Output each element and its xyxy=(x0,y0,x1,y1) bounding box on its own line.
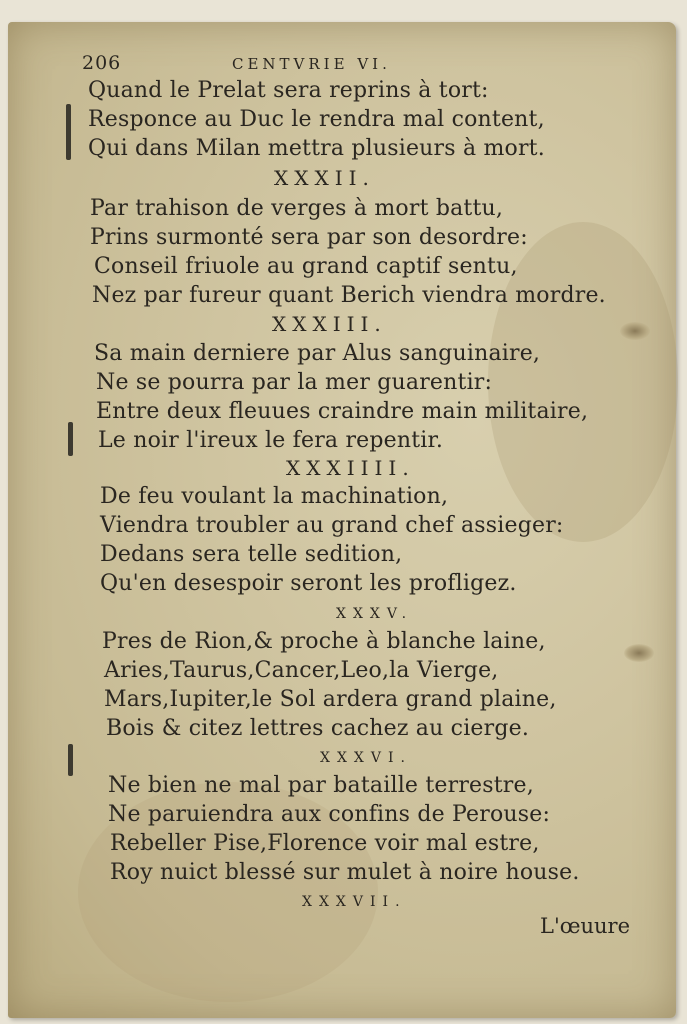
verse-line: Qui dans Milan mettra plusieurs à mort. xyxy=(88,136,545,161)
quatrain-number: XXXVI. xyxy=(320,750,412,766)
quatrain-number: XXXVII. xyxy=(302,894,407,910)
verse-line: Nez par fureur quant Berich viendra mordre. xyxy=(92,283,606,308)
verse-line: Dedans sera telle sedition, xyxy=(100,542,403,567)
verse-line: Pres de Rion,& proche à blanche laine, xyxy=(102,629,546,654)
verse-line: Roy nuict blessé sur mulet à noire house. xyxy=(110,860,580,885)
running-header xyxy=(82,52,482,74)
verse-line: Aries,Taurus,Cancer,Leo,la Vierge, xyxy=(104,658,499,683)
verse-line: Sa main derniere par Alus sanguinaire, xyxy=(94,341,541,366)
verse-line: Viendra troubler au grand chef assieger: xyxy=(100,513,564,538)
quatrain-number: XXXIIII. xyxy=(286,456,415,480)
verse-line: Quand le Prelat sera reprins à tort: xyxy=(88,78,489,103)
verse-line: Par trahison de verges à mort battu, xyxy=(90,196,504,221)
verse-line: Bois & citez lettres cachez au cierge. xyxy=(106,716,530,741)
verse-line: Prins surmonté sera par son desordre: xyxy=(90,225,528,250)
verse-line: Rebeller Pise,Florence voir mal estre, xyxy=(110,831,540,856)
catchword: L'œuure xyxy=(540,914,630,938)
verse-line: De feu voulant la machination, xyxy=(100,484,449,509)
verse-line: Mars,Iupiter,le Sol ardera grand plaine, xyxy=(104,687,557,712)
running-title: CENTVRIE VI. xyxy=(232,55,391,73)
verse-line: Entre deux fleuues craindre main militaire, xyxy=(96,399,589,424)
quatrain-number: XXXIII. xyxy=(272,312,387,336)
verse-line: Le noir l'ireux le fera repentir. xyxy=(98,428,444,453)
quatrain-number: XXXII. xyxy=(274,166,375,190)
verse-line: Conseil friuole au grand captif sentu, xyxy=(94,254,518,279)
verse-line: Responce au Duc le rendra mal content, xyxy=(88,107,545,132)
quatrain-number: XXXV. xyxy=(336,606,414,622)
verse-line: Qu'en desespoir seront les profligez. xyxy=(100,571,517,596)
verse-line: Ne paruiendra aux confins de Perouse: xyxy=(108,802,551,827)
verse-line: Ne se pourra par la mer guarentir: xyxy=(96,370,493,395)
verse-line: Ne bien ne mal par bataille terrestre, xyxy=(108,773,534,798)
page-number: 206 xyxy=(82,52,122,74)
